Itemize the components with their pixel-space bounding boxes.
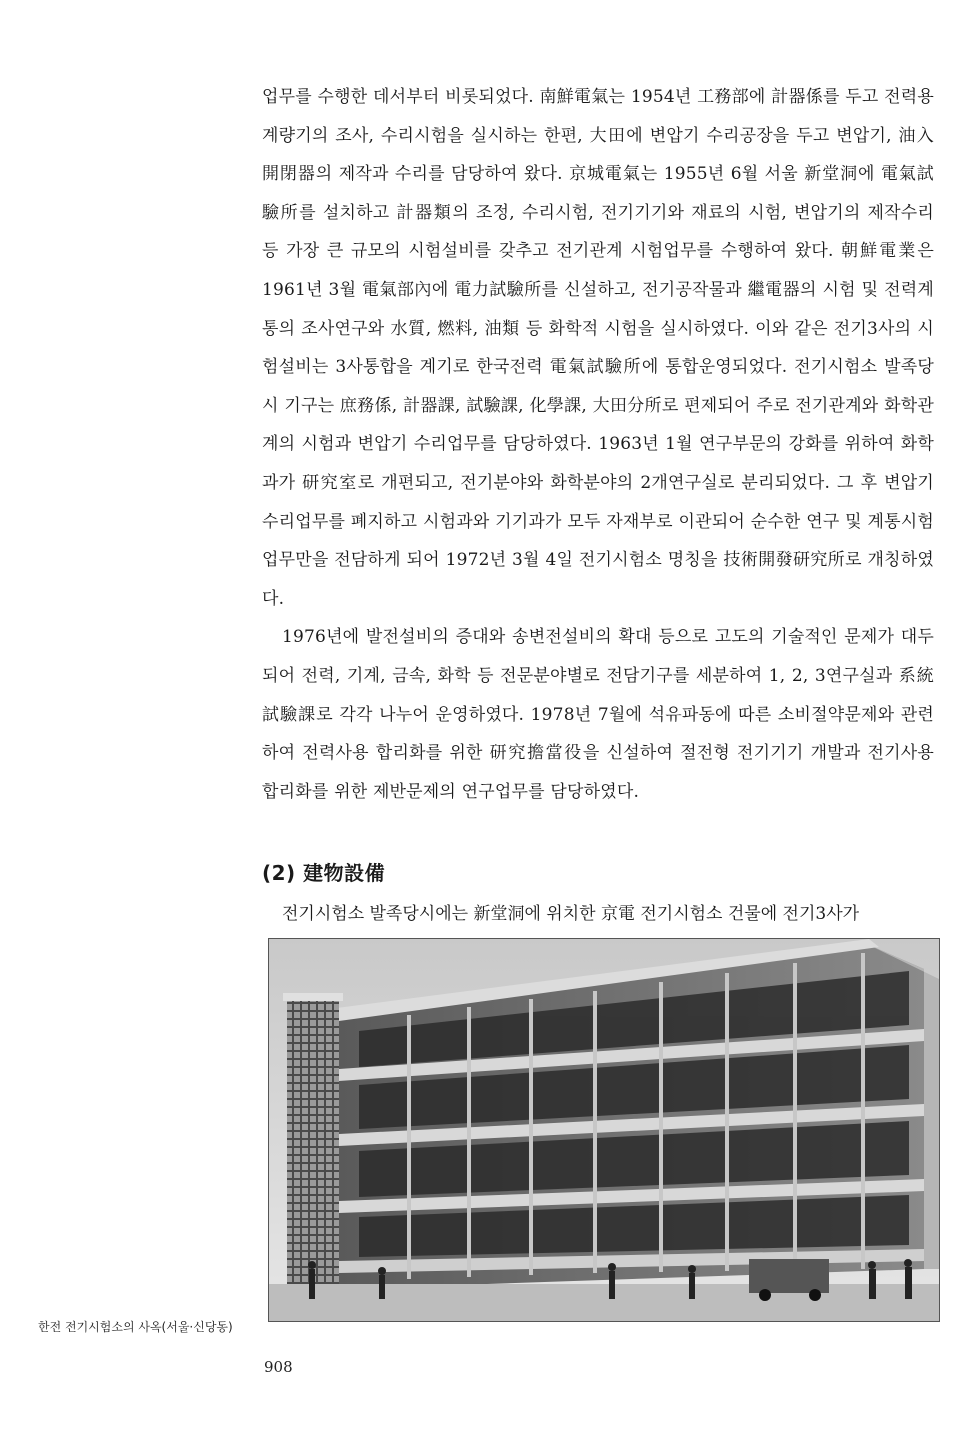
photo-caption: 한전 전기시험소의 사옥(서울·신당동) (38, 1320, 233, 1334)
paragraph-2: 1976년에 발전설비의 증대와 송변전설비의 확대 등으로 고도의 기술적인 문제가 대두되어 전력, 기계, 금속, 화학 등 전문분야별로 전담기구를 세분하여 1, 2, 3연구실과 系統試驗課로 각각 나누어 운영하였다. 1978년 7월에 석유파동에 따른 소비절약문제와 관련하여 전력사용 합리화를 위한 研究擔當役을 신설하여 절전형 전기기기 개발과 전기사용 합리화를 위한 제반문제의 연구업무를 담당하였다. (262, 627, 934, 802)
paragraph-1: 업무를 수행한 데서부터 비롯되었다. 南鮮電氣는 1954년 工務部에 計器係를 두고 전력용 계량기의 조사, 수리시험을 실시하는 한편, 大田에 변압기 수리공장을 두고 변압기, 油入開閉器의 제작과 수리를 담당하여 왔다. 京城電氣는 1955년 6월 서울 新堂洞에 電氣試驗所를 설치하고 計器類의 조정, 수리시험, 전기기기와 재료의 시험, 변압기의 제작수리 등 가장 큰 규모의 시험설비를 갖추고 전기관계 시험업무를 수행하여 왔다. 朝鮮電業은 1961년 3월 電氣部內에 電力試驗所를 신설하고, 전기공작물과 繼電器의 시험 및 전력계통의 조사연구와 水質, 燃料, 油類 등 화학적 시험을 실시하였다. 이와 같은 전기3사의 시험설비는 3사통합을 계기로 한국전력 電氣試驗所에 통합운영되었다. 전기시험소 발족당시 기구는 庶務係, 計器課, 試驗課, 化學課, 大田分所로 편제되어 주로 전기관계와 화학관계의 시험과 변압기 수리업무를 담당하였다. 1963년 1월 연구부문의 강화를 위하여 화학과가 研究室로 개편되고, 전기분야와 화학분야의 2개연구실로 분리되었다. 그 후 변압기 수리업무를 폐지하고 시험과와 기기과가 모두 자재부로 이관되어 순수한 연구 및 계통시험 업무만을 전담하게 되어 1972년 3월 4일 전기시험소 명칭을 技術開發研究所로 개칭하였다. (262, 87, 934, 609)
page-number: 908 (264, 1358, 293, 1376)
section-heading: (2) 建物設備 (262, 861, 386, 885)
body-text (262, 78, 934, 811)
section-paragraph: 전기시험소 발족당시에는 新堂洞에 위치한 京電 전기시험소 건물에 전기3사가 (282, 904, 860, 924)
building-photo (268, 938, 940, 1322)
